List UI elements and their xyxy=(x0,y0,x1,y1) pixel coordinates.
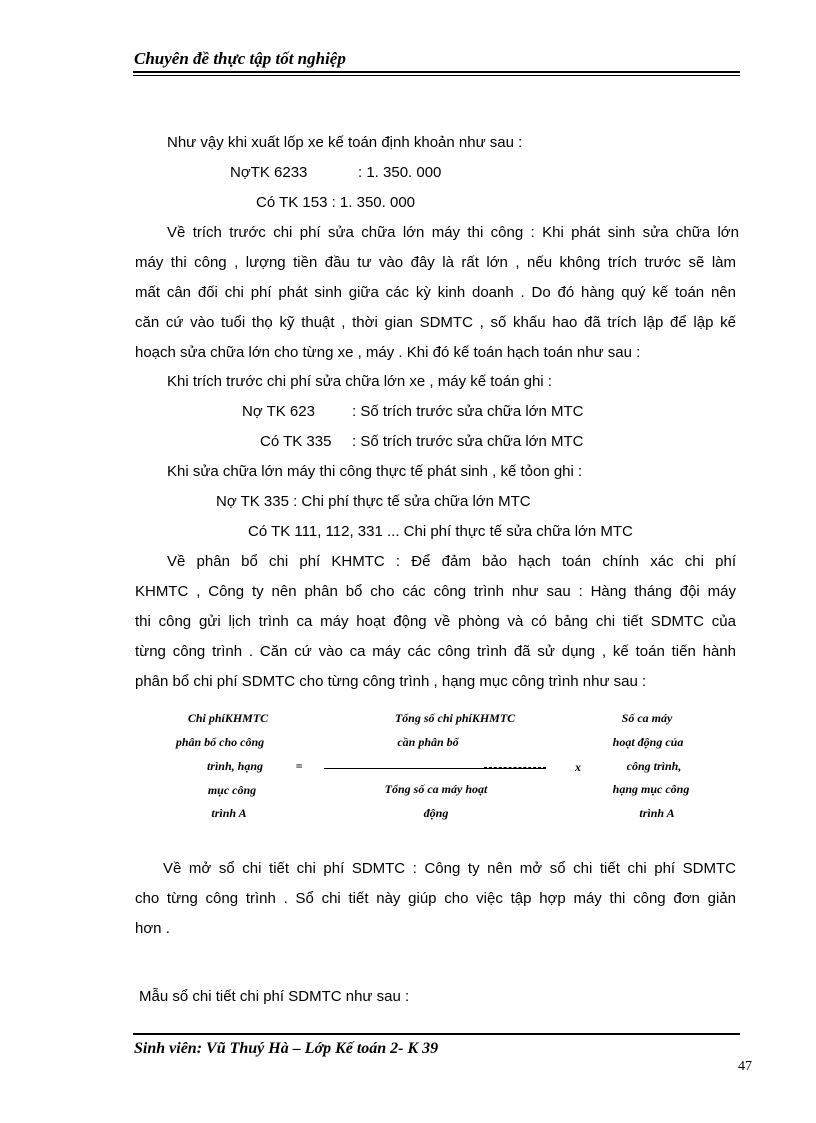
entry2-debit-account: Nợ TK 623 xyxy=(242,403,315,420)
entry2-credit-desc: : Số trích trước sửa chữa lớn MTC xyxy=(352,433,584,450)
paragraph-text: Mẫu sổ chi tiết chi phí SDMTC như sau : xyxy=(139,988,410,1005)
formula-lhs-line: Chi phíKHMTC xyxy=(187,711,269,725)
header-rule-thin xyxy=(133,75,740,76)
paragraph-line: từng công trình . Căn cứ vào ca máy các công trình đã sử dụng , kế toán tiến hành xyxy=(135,643,736,660)
paragraph-line: hơn . xyxy=(135,920,170,937)
footer-rule xyxy=(133,1033,740,1035)
paragraph-line: thi công gửi lịch trình ca máy hoạt động về phòng và có bảng chi tiết SDMTC của xyxy=(135,613,736,630)
paragraph-intro: Như vậy khi xuất lốp xe kế toán định khoản như sau : xyxy=(167,134,523,151)
formula-rhs-line: hoạt động của xyxy=(612,735,684,749)
formula-lhs-line: trình A xyxy=(211,806,247,820)
formula-times: x xyxy=(575,760,581,774)
formula-numerator-line: cần phân bổ xyxy=(397,735,459,749)
entry3-credit: Có TK 111, 112, 331 ... Chi phí thực tế sửa chữa lớn MTC xyxy=(248,523,633,540)
paragraph-line: Về trích trước chi phí sửa chữa lớn máy thi công : Khi phát sinh sửa chữa lớn xyxy=(167,224,739,241)
paragraph-line: phân bổ chi phí SDMTC cho từng công trình , hạng mục công trình như sau : xyxy=(135,673,647,690)
formula-rhs-line: Số ca máy xyxy=(621,711,673,725)
paragraph-line: Về mở sổ chi tiết chi phí SDMTC : Công ty nên mở sổ chi tiết chi phí SDMTC xyxy=(163,860,736,877)
footer-author: Sinh viên: Vũ Thuý Hà – Lớp Kế toán 2- K 39 xyxy=(134,1040,439,1057)
formula-rhs-line: công trình, xyxy=(626,759,682,773)
paragraph-line: mất cân đối chi phí phát sinh giữa các kỳ kinh doanh . Do đó hàng quý kế toán nên xyxy=(135,284,736,301)
entry2-debit-desc: : Số trích trước sửa chữa lớn MTC xyxy=(352,403,584,420)
paragraph-text: Khi trích trước chi phí sửa chữa lớn xe , máy kế toán ghi : xyxy=(167,373,552,390)
paragraph-line: căn cứ vào tuổi thọ kỹ thuật , thời gian SDMTC , số khấu hao đã trích lập để lập kế xyxy=(135,314,736,331)
entry1-credit: Có TK 153 : 1. 350. 000 xyxy=(256,194,416,211)
header-title: Chuyên đề thực tập tốt nghiệp xyxy=(134,49,346,68)
entry1-debit-amount: : 1. 350. 000 xyxy=(358,164,442,181)
entry1-debit-account: NợTK 6233 xyxy=(230,164,308,181)
paragraph-line: cho từng công trình . Sổ chi tiết này giúp cho việc tập hợp máy thi công đơn giản xyxy=(135,890,736,907)
entry2-credit-account: Có TK 335 xyxy=(260,433,332,450)
formula-lhs-line: phân bổ cho công xyxy=(175,735,265,749)
fraction-bar-dashed xyxy=(484,767,546,768)
formula-equals: = xyxy=(295,759,303,773)
formula-denominator-line: Tổng số ca máy hoạt xyxy=(384,782,488,796)
paragraph-line: hoạch sửa chữa lớn cho từng xe , máy . Khi đó kế toán hạch toán như sau : xyxy=(135,344,641,361)
header-rule xyxy=(133,71,740,73)
formula-lhs-line: mục công xyxy=(207,783,257,797)
entry3-debit: Nợ TK 335 : Chi phí thực tế sửa chữa lớn MTC xyxy=(216,493,531,510)
fraction-bar xyxy=(324,768,546,769)
paragraph-line: Về phân bổ chi phí KHMTC : Để đảm bảo hạch toán chính xác chi phí xyxy=(167,553,736,570)
paragraph-text: Khi sửa chữa lớn máy thi công thực tế phát sinh , kế tỏon ghi : xyxy=(167,463,583,480)
paragraph-line: KHMTC , Công ty nên phân bổ cho các công trình như sau : Hàng tháng đội máy xyxy=(135,583,736,600)
page-number: 47 xyxy=(738,1059,752,1074)
formula-numerator-line: Tổng số chi phíKHMTC xyxy=(394,711,516,725)
formula-rhs-line: trình A xyxy=(639,806,675,820)
paragraph-line: máy thi công , lượng tiền đầu tư vào đây là rất lớn , nếu không trích trước sẽ làm xyxy=(135,254,736,271)
formula-lhs-line: trình, hạng xyxy=(206,759,264,773)
formula-denominator-line: động xyxy=(423,806,449,820)
formula-rhs-line: hạng mục công xyxy=(612,782,690,796)
